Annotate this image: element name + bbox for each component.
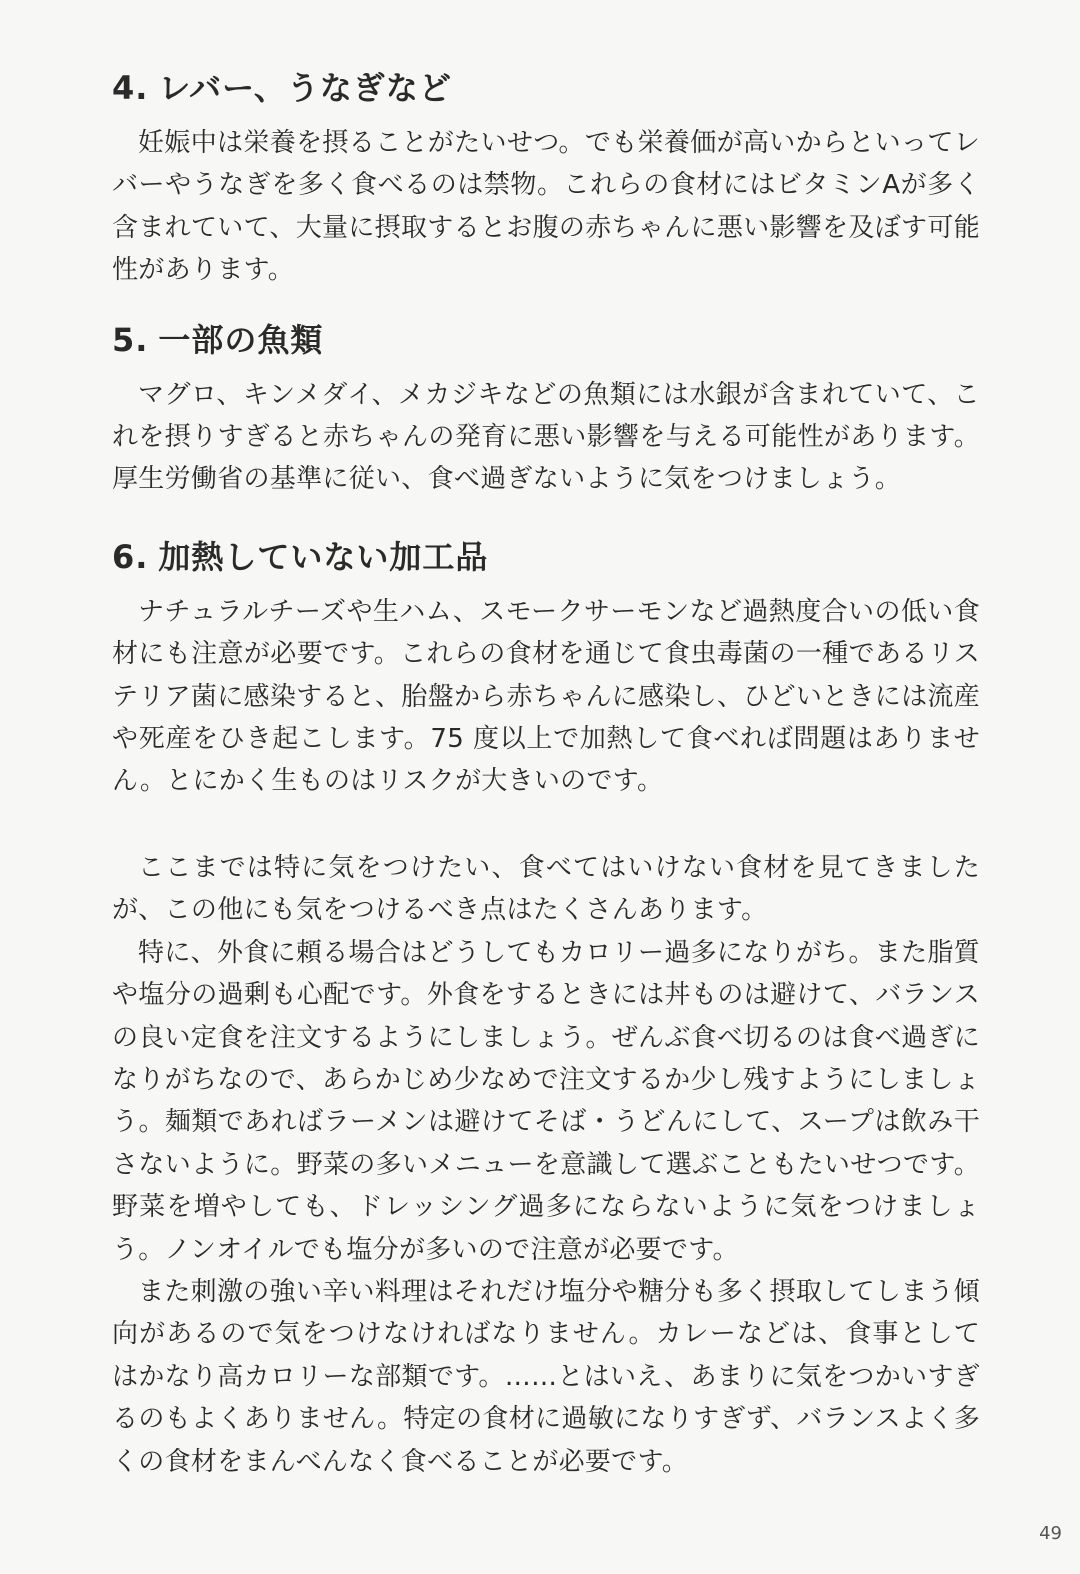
section-heading-5 xyxy=(112,314,980,366)
page-content xyxy=(112,62,980,1483)
section-number: 5. xyxy=(112,320,149,359)
section-body-6: ナチュラルチーズや生ハム、スモークサーモンなど過熱度合いの低い食材にも注意が必要です。これらの食材を通じて食虫毒菌の一種であるリステリア菌に感染すると、胎盤から赤ちゃんに感染し、ひどいときには流産や死産をひき起こします。75 度以上で加熱して食べれば問題はありません。とにかく生ものはリスクが大きいのです。 xyxy=(112,596,980,797)
section-title: 加熱していない加工品 xyxy=(158,537,489,576)
section-number: 6. xyxy=(112,537,149,576)
section-title: 一部の魚類 xyxy=(158,320,324,359)
closing-paragraph: ここまでは特に気をつけたい、食べてはいけない食材を見てきましたが、この他にも気をつけるべき点はたくさんあります。 xyxy=(112,852,980,926)
section-heading-6 xyxy=(112,531,980,583)
section-body-5: マグロ、キンメダイ、メカジキなどの魚類には水銀が含まれていて、これを摂りすぎると赤ちゃんの発育に悪い影響を与える可能性があります。厚生労働省の基準に従い、食べ過ぎないように気をつけましょう。 xyxy=(112,379,980,495)
section-number: 4. xyxy=(112,69,149,107)
section-body-4: 妊娠中は栄養を摂ることがたいせつ。でも栄養価が高いからといってレバーやうなぎを多く食べるのは禁物。これらの食材にはビタミンAが多く含まれていて、大量に摂取するとお腹の赤ちゃんに悪い影響を及ぼす可能性があります。 xyxy=(112,128,980,286)
section-title: レバー、うなぎなど xyxy=(158,69,452,107)
closing-paragraph: 特に、外食に頼る場合はどうしてもカロリー過多になりがち。また脂質や塩分の過剰も心配です。外食をするときには丼ものは避けて、バランスの良い定食を注文するようにしましょう。ぜんぶ食べ切るのは食べ過ぎになりがちなので、あらかじめ少なめで注文するか少し残すようにしましょう。麺類であればラーメンは避けてそば・うどんにして、スープは飲み干さないように。野菜の多いメニューを意識して選ぶこともたいせつです。野菜を増やしても、ドレッシング過多にならないように気をつけましょう。ノンオイルでも塩分が多いので注意が必要です。 xyxy=(112,937,980,1265)
page-number: 49 xyxy=(1039,1523,1062,1544)
section-heading-4 xyxy=(112,62,980,114)
closing-paragraph: また刺激の強い辛い料理はそれだけ塩分や糖分も多く摂取してしまう傾向があるので気をつけなければなりません。カレーなどは、食事としてはかなり高カロリーな部類です。……とはいえ、あまりに気をつかいすぎるのもよくありません。特定の食材に過敏になりすぎず、バランスよく多くの食材をまんべんなく食べることが必要です。 xyxy=(112,1276,980,1477)
